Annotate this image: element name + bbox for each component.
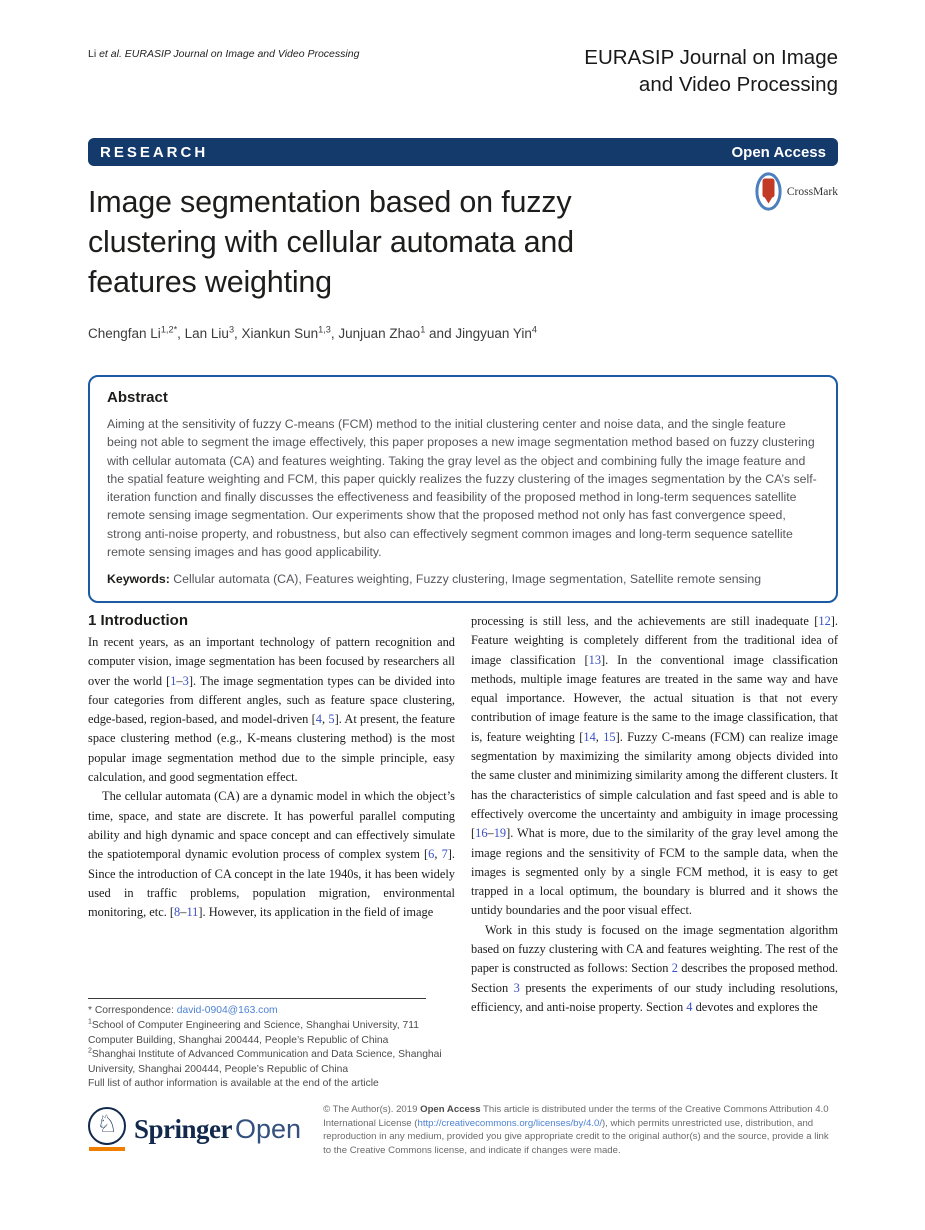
open-access-label: Open Access bbox=[731, 143, 826, 161]
text-segment: ]. Since the introduction of CA concept in the late 1940s, it has been widely used in traffic problems, population migration, environmental monitoring, etc. [ bbox=[88, 847, 455, 920]
text-segment: 1 bbox=[420, 324, 426, 335]
text-link[interactable]: 15 bbox=[603, 729, 616, 744]
text-link[interactable]: 5 bbox=[328, 712, 335, 727]
open-wordmark: Open bbox=[235, 1113, 302, 1144]
text-segment: and Jingyuan Yin bbox=[425, 326, 532, 341]
intro-paragraph-2 bbox=[88, 787, 455, 922]
text-segment: processing is still less, and the achievements are still inadequate [ bbox=[471, 614, 819, 628]
text-segment: © The Author(s). 2019 bbox=[323, 1104, 421, 1115]
text-segment: 1 bbox=[88, 1018, 92, 1026]
text-link[interactable]: 3 bbox=[513, 980, 520, 995]
text-segment: et al. EURASIP Journal on Image and Video Processing bbox=[99, 48, 360, 60]
springer-wordmark: Springer bbox=[134, 1113, 233, 1144]
chess-knight-icon: ♘ bbox=[96, 1111, 118, 1138]
text-segment: describes the proposed method. Section bbox=[471, 961, 838, 995]
text-segment: The cellular automata (CA) are a dynamic model in which the object’s time, space, and state are discrete. It has powerful parallel computing ability and high dynamic and space concept and can effectively simulate the spatiotemporal dynamic evolution process of complex system [ bbox=[88, 789, 455, 862]
license-text bbox=[323, 1103, 838, 1157]
text-segment: 3 bbox=[228, 324, 235, 335]
text-segment: Work in this study is focused on the image segmentation algorithm based on fuzzy clustering with CA and features weighting. The rest of the paper is constructed as follows: Section bbox=[471, 922, 838, 976]
left-column bbox=[88, 612, 455, 1092]
intro-paragraph-4 bbox=[471, 921, 838, 1017]
springer-knight-emblem bbox=[88, 1107, 126, 1151]
page bbox=[88, 0, 838, 1230]
correspondence-note bbox=[88, 1004, 455, 1019]
text-segment: – bbox=[176, 673, 183, 688]
intro-paragraph-1 bbox=[88, 633, 455, 787]
article-title bbox=[88, 182, 748, 302]
text-segment: In recent years, as an important technology of pattern recognition and computer vision, image segmentation has been focused by researchers all over the world [ bbox=[88, 635, 455, 688]
text-link[interactable]: http://creativecommons.org/licenses/by/4.0/ bbox=[417, 1117, 602, 1129]
text-link[interactable]: 6 bbox=[428, 847, 435, 862]
text-segment: * Correspondence: bbox=[88, 1005, 177, 1017]
text-link[interactable]: 3 bbox=[182, 673, 189, 688]
text-segment: , bbox=[321, 712, 329, 727]
orange-underline bbox=[89, 1147, 125, 1151]
author-list bbox=[88, 326, 537, 341]
text-segment: , bbox=[595, 729, 604, 744]
text-segment: 1,2* bbox=[160, 324, 178, 335]
text-segment: Li bbox=[88, 48, 100, 60]
text-segment: School of Computer Engineering and Science, Shanghai University, 711 Computer Building, Shanghai 200444, People’s Republic of China bbox=[88, 1020, 419, 1046]
text-segment: ]. Feature weighting is completely different from the traditional idea of image classification [ bbox=[471, 614, 838, 667]
journal-name-line1: EURASIP Journal on Image bbox=[584, 46, 838, 69]
abstract-text: Aiming at the sensitivity of fuzzy C-means (FCM) method to the initial clustering center and noise data, and the single feature being not able to segment the image effectively, this paper proposes a new image segmentation method based on fuzzy clustering with cellular automata (CA) and features weighting. Taking the gray level as the object and combining fully the image feature and the spatial feature weighting and FCM, this paper quickly realizes the fuzzy clustering of the images segmentation by the CA’s self-iteration function and finally discusses the effectiveness and feasibility of the proposed method in long-term sequences satellite remote sensing image segmentation. Our experiments show that the proposed method not only has fast convergence speed, strong anti-noise property, and robustness, but also can effectively segment common images and long-term sequence satellite remote sensing images and has good applicability. bbox=[107, 417, 817, 560]
text-segment: devotes and explores the bbox=[692, 999, 818, 1014]
text-segment: ]. What is more, due to the similarity of the gray level among the image regions and the sensitivity of FCM to the sample data, when the images is segmented only by a single FCM method, it is easy to get trapped in a local optimum, the boundary is blurred and it shows the untidy boundaries and the poor visual effect. bbox=[471, 826, 838, 918]
affiliation-2 bbox=[88, 1048, 455, 1077]
journal-name-line2: and Video Processing bbox=[638, 73, 838, 96]
text-link[interactable]: 13 bbox=[588, 652, 602, 667]
text-segment: – bbox=[487, 826, 494, 841]
text-link[interactable]: david-0904@163.com bbox=[176, 1005, 278, 1017]
text-segment: 4 bbox=[531, 324, 537, 335]
text-link[interactable]: 16 bbox=[475, 826, 488, 841]
text-segment: 1,3 bbox=[318, 324, 331, 335]
footnote-block bbox=[88, 998, 455, 1092]
text-link[interactable]: 4 bbox=[315, 712, 322, 727]
keywords-text: Cellular automata (CA), Features weighting, Fuzzy clustering, Image segmentation, Satellite remote sensing bbox=[173, 572, 762, 587]
affiliation-1 bbox=[88, 1019, 455, 1048]
article-type-banner bbox=[88, 138, 838, 166]
text-segment: ]. The image segmentation types can be divided into four categories from different angles, such as feature space clustering, edge-based, region-based, and model-driven [ bbox=[88, 673, 455, 727]
text-segment: ]. However, its application in the field of image bbox=[198, 905, 434, 920]
running-head bbox=[88, 48, 359, 60]
text-link[interactable]: 8 bbox=[174, 905, 181, 920]
text-segment: , Xiankun Sun bbox=[234, 326, 319, 341]
text-segment: , Lan Liu bbox=[177, 326, 229, 341]
body-columns bbox=[88, 612, 838, 1092]
crossmark-icon bbox=[755, 172, 782, 211]
intro-paragraph-3 bbox=[471, 612, 838, 921]
text-segment: This article is distributed under the terms of the Creative Commons Attribution 4.0 International License ( bbox=[323, 1104, 829, 1129]
text-link[interactable]: 4 bbox=[686, 999, 693, 1014]
keywords-line bbox=[107, 570, 819, 588]
text-segment: 2 bbox=[88, 1047, 92, 1055]
springer-open-wordmark bbox=[134, 1114, 301, 1145]
text-segment: Open Access bbox=[420, 1104, 481, 1115]
crossmark-label: CrossMark bbox=[786, 185, 838, 198]
text-segment: ]. Fuzzy C-means (FCM) can realize image segmentation by maximizing the similarity among objects divided into the same cluster and minimizing similarity among the different clusters. It has the characteristics of simple calculation and fast speed and is able to effectively overcome the uncertainty and ambiguity in image processing [ bbox=[471, 729, 838, 841]
springer-open-logo bbox=[88, 1103, 301, 1151]
research-label: RESEARCH bbox=[100, 143, 209, 161]
right-column bbox=[471, 612, 838, 1092]
article-title-line3: features weighting bbox=[88, 265, 332, 299]
knight-circle bbox=[88, 1107, 126, 1145]
page-footer bbox=[88, 1103, 838, 1157]
introduction-section bbox=[88, 612, 455, 922]
text-segment: ), which permits unrestricted use, distribution, and reproduction in any medium, provided you give appropriate credit to the original author(s) and the source, provide a link to the Creative Commons license, and indicate if changes were made. bbox=[323, 1117, 829, 1156]
text-link[interactable]: 19 bbox=[493, 826, 507, 841]
keywords-label: Keywords: bbox=[107, 572, 170, 587]
text-link[interactable]: 1 bbox=[170, 673, 177, 688]
abstract-heading: Abstract bbox=[107, 389, 168, 406]
article-title-line1: Image segmentation based on fuzzy bbox=[88, 185, 572, 219]
text-segment: Shanghai Institute of Advanced Communication and Data Science, Shanghai University, Shanghai 200444, People’s Republic of China bbox=[88, 1049, 442, 1075]
footnote-divider bbox=[88, 998, 426, 999]
text-segment: , Junjuan Zhao bbox=[330, 326, 421, 341]
text-link[interactable]: 7 bbox=[441, 847, 448, 862]
text-link[interactable]: 2 bbox=[671, 961, 678, 976]
section-heading-introduction: 1 Introduction bbox=[88, 612, 188, 629]
text-segment: Chengfan Li bbox=[88, 326, 161, 341]
text-segment: ]. In the conventional image classification methods, multiple image features are treated in the same way and have equal importance. However, the actual situation is that not every contribution of image feature is the same to the image classification, that is, feature weighting [ bbox=[471, 652, 838, 744]
abstract-box bbox=[88, 375, 838, 603]
text-segment: ]. At present, the feature space clustering method (e.g., K-means clustering method) is the most popular image segmentation method due to the simple principle, easy calculation, and good segmentation effect. bbox=[88, 712, 455, 785]
text-link[interactable]: 14 bbox=[583, 729, 596, 744]
text-link[interactable]: 11 bbox=[186, 905, 199, 920]
text-segment: – bbox=[180, 905, 187, 920]
journal-name bbox=[584, 44, 838, 98]
text-segment: presents the experiments of our study including resolutions, efficiency, and anti-noise property. Section bbox=[471, 980, 839, 1014]
article-title-line2: clustering with cellular automata and bbox=[88, 225, 574, 259]
author-info-note: Full list of author information is available at the end of the article bbox=[88, 1078, 379, 1090]
crossmark-badge[interactable] bbox=[755, 172, 838, 211]
text-segment: , bbox=[434, 847, 442, 862]
text-link[interactable]: 12 bbox=[818, 614, 831, 628]
